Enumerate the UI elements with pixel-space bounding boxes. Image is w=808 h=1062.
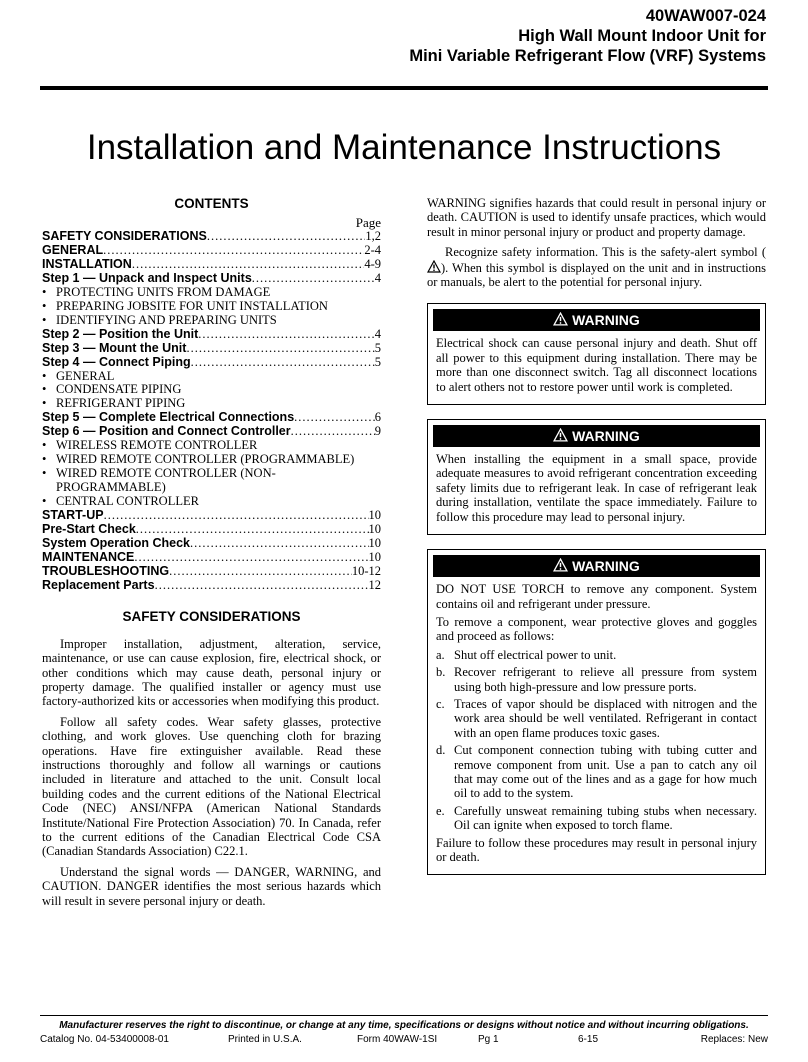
toc-entry-page: 5 xyxy=(374,355,381,369)
toc-subitem-label: PROTECTING UNITS FROM DAMAGE xyxy=(56,284,271,299)
toc-entry-label: Step 1 — Unpack and Inspect Units xyxy=(42,271,252,285)
toc-entry-label: Step 5 — Complete Electrical Connections xyxy=(42,411,295,425)
toc-entry-label: Step 3 — Mount the Unit xyxy=(42,341,187,355)
toc-entry xyxy=(42,411,381,425)
warning-outro: Failure to follow these procedures may result in personal injury or death. xyxy=(436,835,757,864)
toc-entry xyxy=(42,537,381,551)
toc-leader xyxy=(198,328,374,342)
toc-subitem xyxy=(42,439,381,453)
toc-entry xyxy=(42,244,381,258)
footer-form: Form 40WAW-1SI xyxy=(357,1034,438,1045)
warning-body: Electrical shock can cause personal injury and death. Shut off all power to this equipment during installation. There may be more than one disconnect switch. Tag all disconnect locations to alert others not to restore power until work is completed. xyxy=(436,336,757,394)
toc-leader xyxy=(134,551,368,565)
warning-body: When installing the equipment in a small space, provide adequate measures to avoid refrigerant concentration exceeding safety limits due to refrigerant leak. In case of refrigerant leak during installation, ventilate the space immediately. Failure to follow this procedure may lead to personal injury. xyxy=(436,452,757,524)
safety-p5-end: ). When this symbol is displayed on the unit and in instructions or manuals, be alert to the potential for personal injury. xyxy=(427,260,766,290)
list-item-marker: e. xyxy=(436,803,445,818)
toc-entry xyxy=(42,342,381,356)
toc-entry-label: SAFETY CONSIDERATIONS xyxy=(42,230,207,243)
list-item-text: Carefully unsweat remaining tubing stubs when necessary. Oil can ignite when exposed to torch flame. xyxy=(454,803,757,833)
toc-subitem xyxy=(42,467,381,495)
toc-leader xyxy=(103,244,364,258)
toc-entry-label: MAINTENANCE xyxy=(42,550,135,564)
header-line-1: High Wall Mount Indoor Unit for xyxy=(518,27,766,45)
toc-entry xyxy=(42,425,381,439)
warning-alert-icon xyxy=(553,312,568,326)
list-item-marker: d. xyxy=(436,743,446,758)
toc-subitem-label: REFRIGERANT PIPING xyxy=(56,396,186,411)
safety-paragraph-5 xyxy=(427,245,766,289)
left-column xyxy=(42,196,381,914)
footer-replaces: Replaces: New xyxy=(700,1034,768,1045)
model-number: 40WAW007-024 xyxy=(645,7,766,25)
safety-paragraph-1: Improper installation, adjustment, alteration, service, maintenance, or use can cause explosion, fire, electrical shock, or other conditions which may cause death, personal injury or property damage. The qualified installer or agency must use factory-authorized kits or accessories when modifying this product. xyxy=(42,636,381,709)
bullet-icon: • xyxy=(42,494,47,509)
safety-alert-icon xyxy=(427,260,441,273)
page-title: Installation and Maintenance Instructions xyxy=(86,128,722,167)
list-item xyxy=(436,648,757,662)
warning-label: WARNING xyxy=(572,428,640,445)
bullet-icon: • xyxy=(42,438,47,453)
safety-p5-start: Recognize safety information. This is the safety-alert symbol ( xyxy=(445,245,766,260)
toc-entry-page: 2-4 xyxy=(364,243,381,257)
warning-label: WARNING xyxy=(572,558,640,575)
toc-subitem-label: PREPARING JOBSITE FOR UNIT INSTALLATION xyxy=(56,298,328,313)
header-rule xyxy=(40,86,768,90)
toc-entry-label: START-UP xyxy=(42,509,104,523)
footer-catalog: Catalog No. 04-53400008-01 xyxy=(40,1034,169,1045)
toc-subitem-label: WIRED REMOTE CONTROLLER (NON-PROGRAMMABLE) xyxy=(56,466,276,495)
safety-paragraph-2: Follow all safety codes. Wear safety glasses, protective clothing, and work gloves. Use quenching cloth for brazing operations. Have fire extinguisher available. Read these instructions thoroughly and follow all warnings or cautions included in literature and attached to the unit. Consult local building codes and the current editions of the National Electrical Code (NEC) ANSI/NFPA (American National Standards Institute/National Fire Protection Association) 70. In Canada, refer to the current editions of the Canadian Electrical Code CSA (Canadian Standards Association) C22.1. xyxy=(42,714,381,859)
toc-subitem-label: IDENTIFYING AND PREPARING UNITS xyxy=(56,312,277,327)
bullet-icon: • xyxy=(42,312,47,327)
toc-subitem xyxy=(42,383,381,397)
table-of-contents xyxy=(42,230,381,593)
warning-box-electrical xyxy=(427,303,766,405)
toc-entry xyxy=(42,565,381,579)
warning-alert-icon xyxy=(553,558,568,572)
toc-subitem-label: WIRELESS REMOTE CONTROLLER xyxy=(56,438,258,453)
toc-entry-label: Pre-Start Check xyxy=(42,523,136,537)
list-item-text: Shut off electrical power to unit. xyxy=(454,647,617,662)
warning-intro-2: To remove a component, wear protective gloves and goggles and proceed as follows: xyxy=(436,614,757,644)
toc-entry-label: GENERAL xyxy=(42,243,104,257)
toc-leader xyxy=(294,411,375,425)
toc-subitem xyxy=(42,370,381,384)
list-item-text: Cut component connection tubing with tubing cutter and remove component from unit. Use a pan to catch any oil that may come out of the lines and as a gage for how much oil to add to the system. xyxy=(454,743,757,801)
footer-printed: Printed in U.S.A. xyxy=(228,1034,302,1045)
removal-steps-list xyxy=(436,648,757,833)
toc-entry-page: 4-9 xyxy=(364,257,381,271)
list-item xyxy=(436,697,757,740)
toc-entry xyxy=(42,272,381,286)
toc-leader xyxy=(104,509,369,523)
footer-notice: Manufacturer reserves the right to discontinue, or change at any time, specifications or designs without notice and without incurring obligations. xyxy=(59,1020,749,1031)
list-item-marker: c. xyxy=(436,696,445,711)
toc-entry xyxy=(42,523,381,537)
list-item-marker: a. xyxy=(436,647,445,662)
toc-subitem xyxy=(42,314,381,328)
toc-entry-label: Replacement Parts xyxy=(42,578,155,592)
toc-leader xyxy=(169,565,352,579)
safety-paragraph-4: WARNING signifies hazards that could result in personal injury or death. CAUTION is used to identify unsafe practices, which would result in minor personal injury or product and property damage. xyxy=(427,196,766,239)
document-header xyxy=(409,6,766,66)
toc-entry-label: Step 2 — Position the Unit xyxy=(42,327,199,341)
warning-intro-1: DO NOT USE TORCH to remove any component. System contains oil and refrigerant under pressure. xyxy=(436,582,757,611)
toc-subitem xyxy=(42,286,381,300)
toc-entry xyxy=(42,509,381,523)
right-column xyxy=(427,196,766,875)
toc-subitem xyxy=(42,453,381,467)
toc-entry-page: 10 xyxy=(368,523,381,537)
warning-header xyxy=(433,555,760,577)
toc-entry-label: Step 4 — Connect Piping xyxy=(42,355,191,369)
toc-entry-page: 10 xyxy=(368,536,381,550)
bullet-icon: • xyxy=(42,396,47,411)
warning-header xyxy=(433,425,760,447)
toc-subitem-label: GENERAL xyxy=(56,368,115,383)
toc-subitem xyxy=(42,397,381,411)
toc-leader xyxy=(191,356,375,370)
toc-leader xyxy=(190,537,369,551)
toc-entry xyxy=(42,258,381,272)
warning-box-torch xyxy=(427,549,766,875)
safety-paragraph-3: Understand the signal words — DANGER, WARNING, and CAUTION. DANGER identifies the most serious hazards which will result in severe personal injury or death. xyxy=(42,864,381,908)
toc-subitem-label: CENTRAL CONTROLLER xyxy=(56,494,199,509)
toc-entry-page: 10 xyxy=(368,550,381,564)
list-item xyxy=(436,743,757,801)
bullet-icon: • xyxy=(42,452,47,467)
toc-entry-page: 1,2 xyxy=(365,230,381,243)
toc-entry-page: 4 xyxy=(374,271,381,285)
toc-leader xyxy=(186,342,374,356)
toc-entry xyxy=(42,328,381,342)
toc-entry-page: 6 xyxy=(374,411,381,425)
warning-label: WARNING xyxy=(572,312,640,329)
header-line-2: Mini Variable Refrigerant Flow (VRF) Systems xyxy=(409,47,766,65)
list-item-text: Traces of vapor should be displaced with nitrogen and the work area should be well ventilated. Refrigerant in contact with an open flame produces toxic gases. xyxy=(454,696,757,740)
footer-rule xyxy=(40,1015,768,1016)
toc-subitem xyxy=(42,495,381,509)
safety-heading: SAFETY CONSIDERATIONS xyxy=(122,608,301,624)
footer-date: 6-15 xyxy=(578,1034,599,1045)
contents-heading: CONTENTS xyxy=(174,196,249,211)
toc-entry xyxy=(42,230,381,244)
toc-entry-label: INSTALLATION xyxy=(42,257,132,271)
toc-leader xyxy=(252,272,375,286)
contents-page-label: Page xyxy=(355,215,381,230)
toc-entry-page: 10 xyxy=(368,509,381,523)
footer-page: Pg 1 xyxy=(478,1034,499,1045)
toc-entry-page: 10-12 xyxy=(351,564,381,578)
toc-entry xyxy=(42,551,381,565)
warning-header xyxy=(433,309,760,331)
toc-entry xyxy=(42,356,381,370)
toc-entry-page: 5 xyxy=(374,341,381,355)
bullet-icon: • xyxy=(42,368,47,383)
toc-leader xyxy=(155,579,369,593)
bullet-icon: • xyxy=(42,298,47,313)
toc-entry xyxy=(42,579,381,593)
toc-entry-page: 9 xyxy=(374,425,381,439)
list-item-marker: b. xyxy=(436,665,446,680)
bullet-icon: • xyxy=(42,382,47,397)
warning-box-refrigerant-leak xyxy=(427,419,766,535)
toc-entry-label: Step 6 — Position and Connect Controller xyxy=(42,425,291,439)
bullet-icon: • xyxy=(42,284,47,299)
toc-leader xyxy=(207,230,366,244)
toc-subitem-label: CONDENSATE PIPING xyxy=(56,382,182,397)
list-item xyxy=(436,665,757,694)
toc-entry-page: 12 xyxy=(368,578,381,592)
list-item-text: Recover refrigerant to relieve all pressure from system using both high-pressure and low pressure ports. xyxy=(454,665,757,694)
toc-entry-page: 4 xyxy=(374,327,381,341)
toc-leader xyxy=(132,258,365,272)
toc-subitem xyxy=(42,300,381,314)
bullet-icon: • xyxy=(42,466,47,481)
list-item xyxy=(436,804,757,833)
toc-entry-label: System Operation Check xyxy=(42,536,190,550)
toc-leader xyxy=(291,425,375,439)
warning-alert-icon xyxy=(553,428,568,442)
toc-entry-label: TROUBLESHOOTING xyxy=(42,564,170,578)
toc-subitem-label: WIRED REMOTE CONTROLLER (PROGRAMMABLE) xyxy=(56,452,355,467)
toc-leader xyxy=(136,523,369,537)
